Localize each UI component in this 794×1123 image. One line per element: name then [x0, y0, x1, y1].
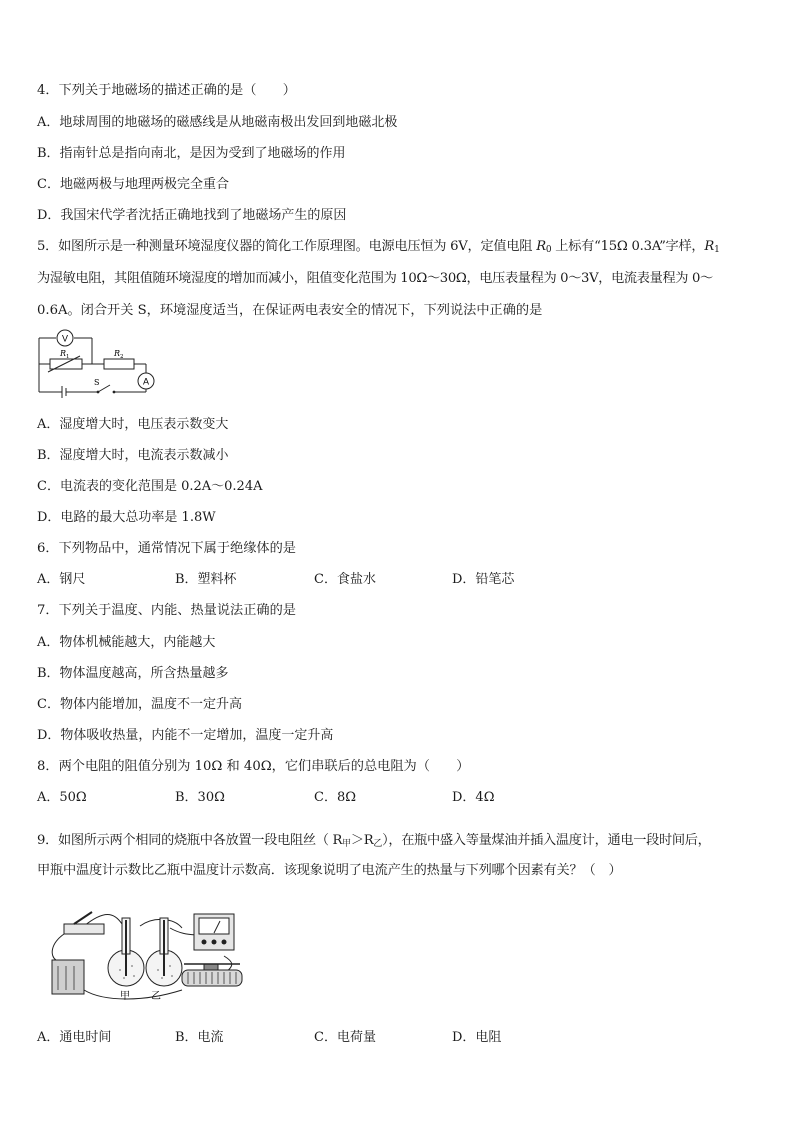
knife-switch-icon: [64, 924, 104, 934]
q5-option-a: A．湿度增大时，电压表示数变大: [37, 417, 229, 432]
q8-option-b: B．30Ω: [175, 790, 225, 805]
q9-stem-line1: 9．如图所示两个相同的烧瓶中各放置一段电阻丝（ $R_甲>R_乙$），在瓶中盛入等量煤油并插入温度计，通电一段时间后，: [37, 833, 711, 849]
q7-option-a: A．物体机械能越大，内能越大: [37, 635, 216, 650]
q5-option-c: C．电流表的变化范围是 0.2A～0.24A: [37, 479, 263, 494]
battery-box-icon: [52, 960, 84, 994]
r1-label: R: [60, 349, 67, 358]
q4-stem: 4．下列关于地磁场的描述正确的是（ ）: [37, 83, 296, 98]
q5-circuit-diagram: [36, 326, 162, 398]
flask-left-label: 甲: [120, 991, 130, 1002]
q5-option-d: D．电路的最大总功率是 1.8W: [37, 510, 216, 525]
ammeter-label: A: [142, 376, 150, 387]
q6-option-d: D．铅笔芯: [452, 572, 515, 587]
r2-sub-label: 2: [120, 354, 124, 360]
q9-stem-line2: 甲瓶中温度计示数比乙瓶中温度计示数高．该现象说明了电流产生的热量与下列哪个因素有关？（ ）: [37, 863, 622, 878]
q5-stem-line3: 0.6A。闭合开关 S，环境湿度适当，在保证两电表安全的情况下，下列说法中正确的是: [37, 303, 543, 318]
q9-option-a: A．通电时间: [37, 1030, 112, 1045]
q8-option-d: D．4Ω: [452, 790, 495, 805]
q7-option-b: B．物体温度越高，所含热量越多: [37, 666, 229, 681]
q7-stem: 7．下列关于温度、内能、热量说法正确的是: [37, 603, 296, 618]
r2-label: R: [114, 349, 121, 358]
q6-option-a: A．钢尺: [37, 572, 86, 587]
q9-option-b: B．电流: [175, 1030, 224, 1045]
q4-option-b: B．指南针总是指向南北，是因为受到了地磁场的作用: [37, 146, 346, 161]
q7-option-c: C．物体内能增加，温度不一定升高: [37, 697, 242, 712]
q6-option-c: C．食盐水: [314, 572, 376, 587]
q8-stem: 8．两个电阻的阻值分别为 10Ω 和 40Ω，它们串联后的总电阻为（ ）: [37, 759, 470, 774]
q6-option-b: B．塑料杯: [175, 572, 237, 587]
q5-stem-line2: 为湿敏电阻，其阻值随环境湿度的增加而减小，阻值变化范围为 10Ω～30Ω，电压表量程为 0～3V，电流表量程为 0～: [37, 271, 713, 286]
q9-apparatus-illustration: [44, 906, 254, 1002]
q7-option-d: D．物体吸收热量，内能不一定增加，温度一定升高: [37, 728, 334, 743]
q4-option-d: D．我国宋代学者沈括正确地找到了地磁场产生的原因: [37, 208, 347, 223]
q6-stem: 6．下列物品中，通常情况下属于绝缘体的是: [37, 541, 296, 556]
switch-label: S: [94, 378, 100, 387]
q5-option-b: B．湿度增大时，电流表示数减小: [37, 448, 229, 463]
flask-right-label: 乙: [151, 991, 161, 1002]
voltmeter-label: V: [61, 333, 69, 344]
q4-option-a: A．地球周围的地磁场的磁感线是从地磁南极出发回到地磁北极: [37, 115, 398, 130]
q9-option-c: C．电荷量: [314, 1030, 376, 1045]
q5-stem-line1: 5．如图所示是一种测量环境湿度仪器的简化工作原理图。电源电压恒为 6V，定值电阻 $R_0$ 上标有“15Ω 0.3A”字样，$R_1$: [37, 239, 720, 255]
r1-sub-label: 1: [66, 354, 70, 360]
q9-option-d: D．电阻: [452, 1030, 502, 1045]
q4-option-c: C．地磁两极与地理两极完全重合: [37, 177, 229, 192]
q8-option-a: A．50Ω: [37, 790, 87, 805]
q8-option-c: C．8Ω: [314, 790, 356, 805]
